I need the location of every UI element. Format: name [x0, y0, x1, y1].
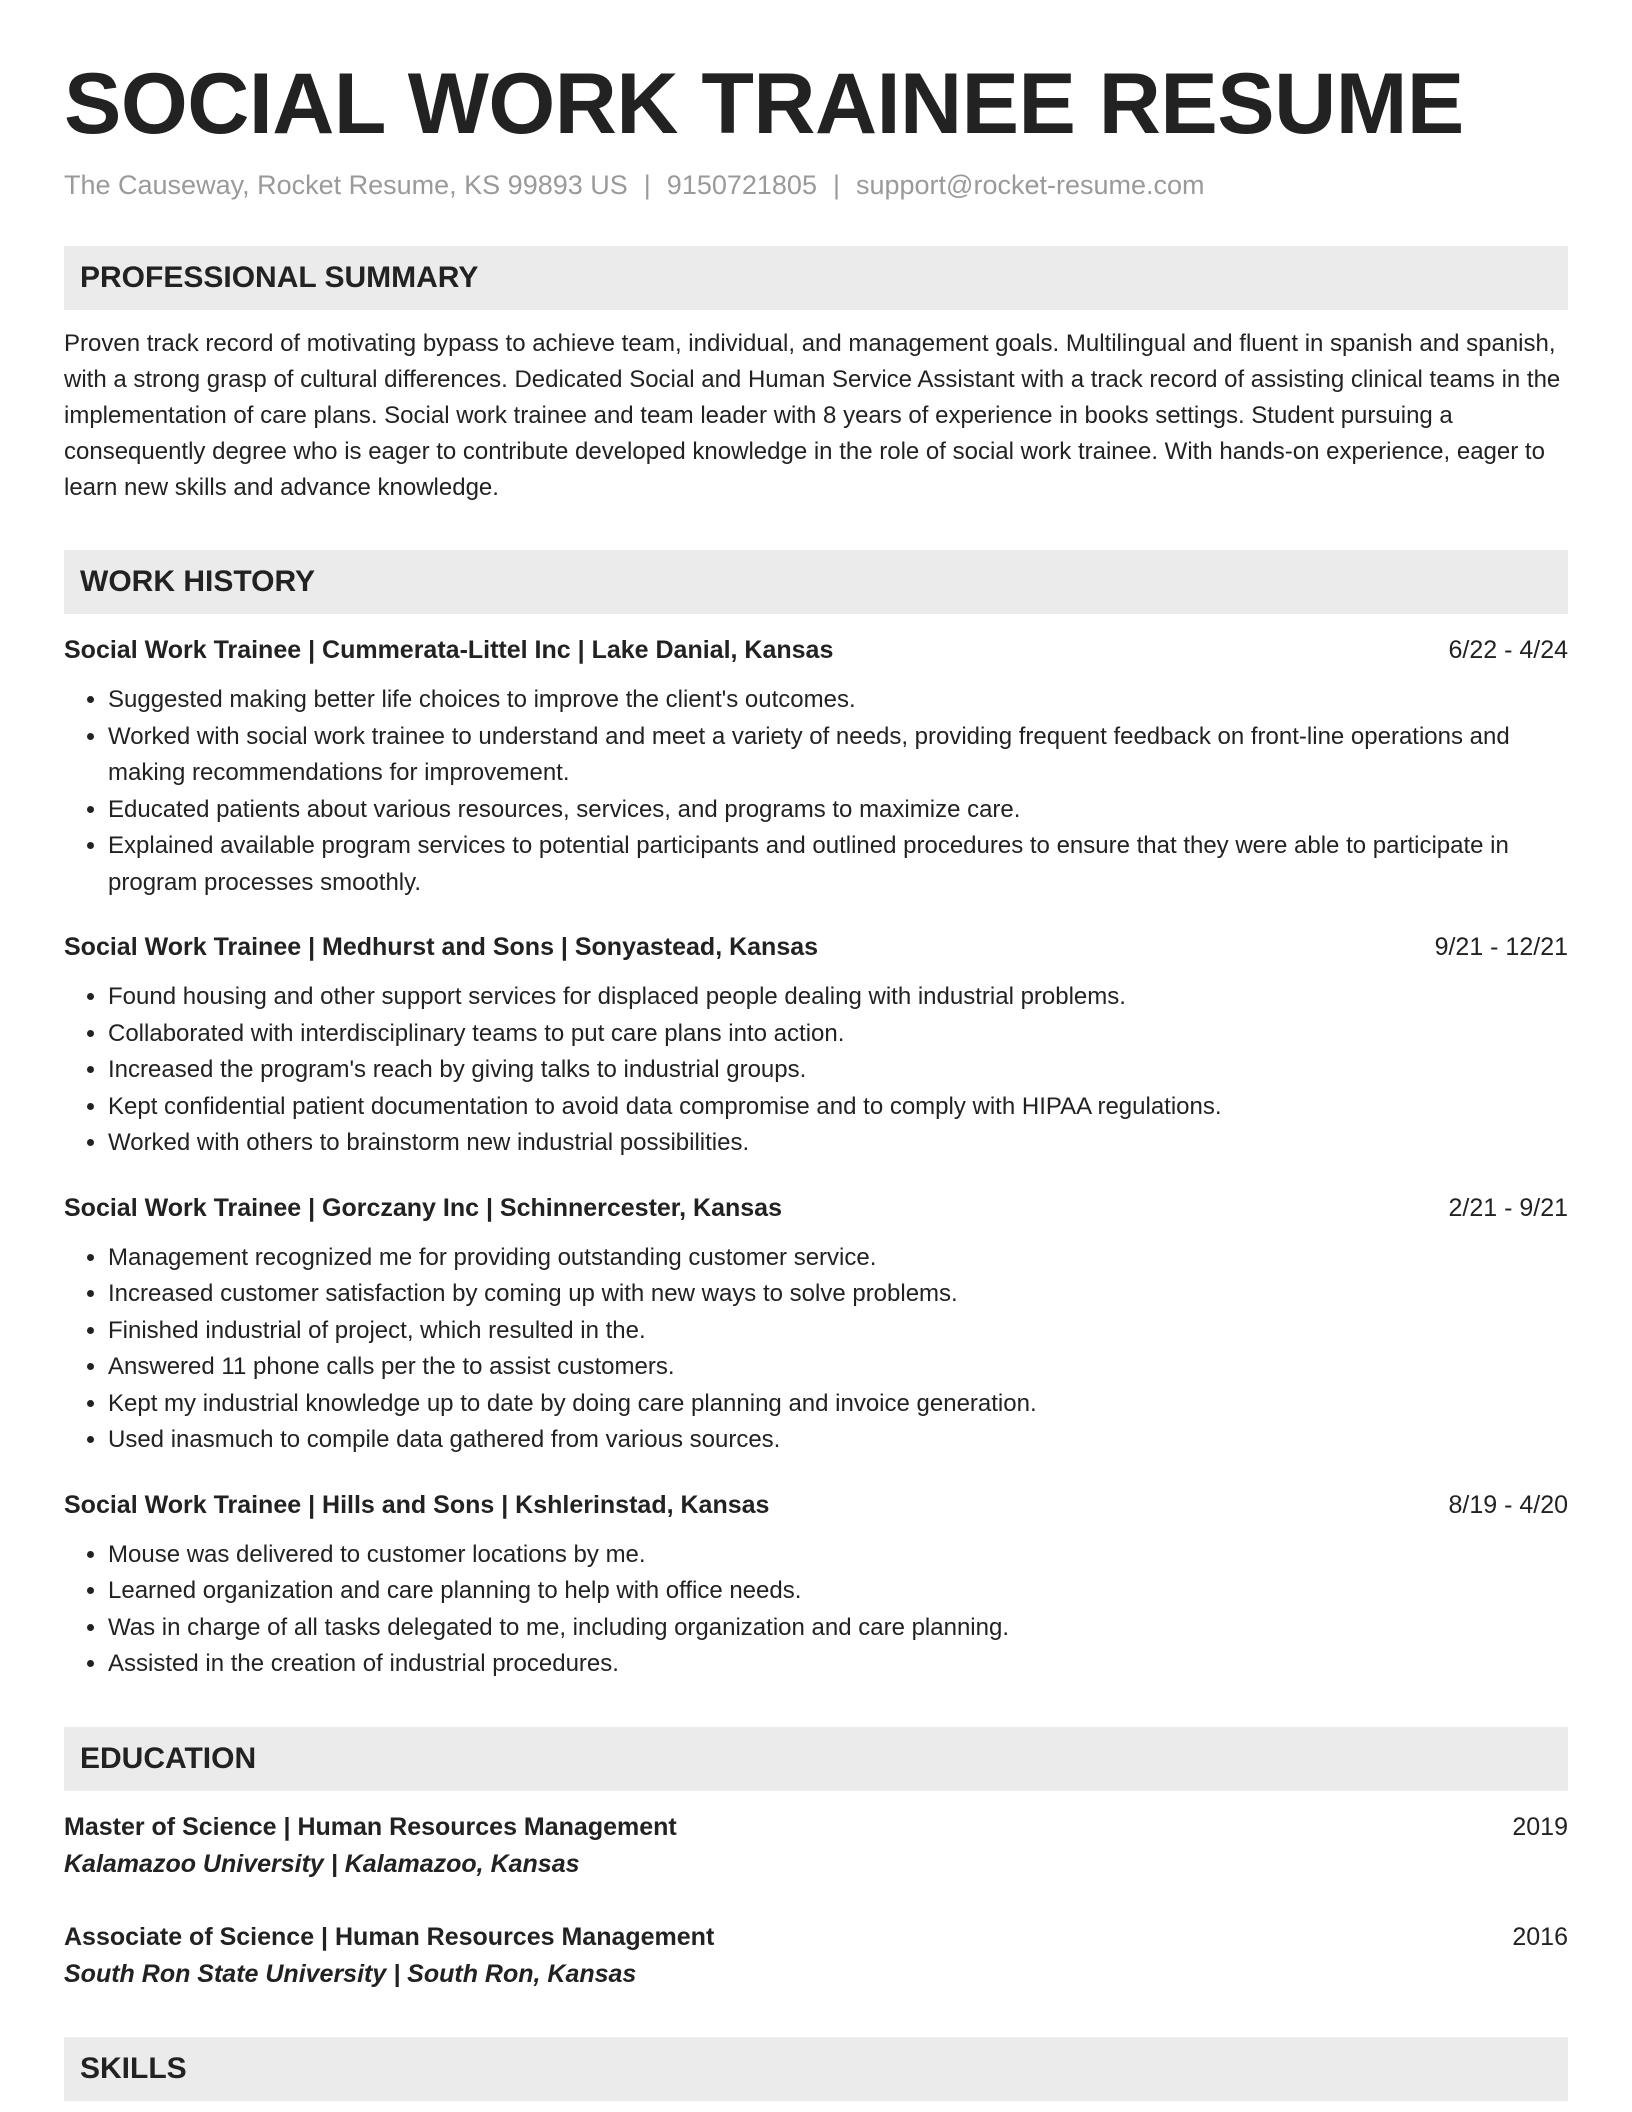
- job-bullet: • Answered 11 phone calls per the to assist customers.: [108, 1349, 1568, 1386]
- job-bullet: • Increased the program's reach by giving talks to industrial groups.: [108, 1052, 1568, 1089]
- job-header: [64, 929, 1568, 965]
- job-bullet: • Found housing and other support services for displaced people dealing with industrial problems.: [108, 979, 1568, 1016]
- job-bullets: [64, 979, 1568, 1162]
- job-bullet: • Kept confidential patient documentation to avoid data compromise and to comply with HIPAA regulations.: [108, 1089, 1568, 1126]
- education-year: 2019: [1512, 1812, 1568, 1841]
- job-bullets: [64, 1537, 1568, 1683]
- contact-line: [64, 168, 1568, 202]
- contact-email: support@rocket-resume.com: [855, 170, 1205, 200]
- job-bullet: • Worked with social work trainee to understand and meet a variety of needs, providing frequent feedback on front-line operations and making recommendations for improvement.: [108, 719, 1568, 792]
- section-header-work-history: WORK HISTORY: [64, 550, 1568, 614]
- contact-phone: 9150721805: [666, 170, 817, 200]
- job-entry: [64, 632, 1568, 901]
- section-header-skills: SKILLS: [64, 2037, 1568, 2101]
- job-bullet: • Suggested making better life choices to improve the client's outcomes.: [108, 682, 1568, 719]
- job-bullet: • Collaborated with interdisciplinary teams to put care plans into action.: [108, 1016, 1568, 1053]
- job-header: [64, 1487, 1568, 1523]
- education-entry: [64, 1809, 1568, 1883]
- job-dates: 6/22 - 4/24: [1448, 636, 1568, 664]
- job-bullets: [64, 682, 1568, 901]
- summary-text: Proven track record of motivating bypass to achieve team, individual, and management goals. Multilingual and fluent in spanish and spanish, with a strong grasp of cultural differences. Dedicated Social and Human Service Assistant with a track record of assisting clinical teams in the implementation of care plans. Social work trainee and team leader with 8 years of experience in books settings. Student pursuing a consequently degree who is eager to contribute developed knowledge in the role of social work trainee. With hands-on experience, eager to learn new skills and advance knowledge.: [64, 330, 1561, 501]
- job-bullet: • Educated patients about various resources, services, and programs to maximize care.: [108, 792, 1568, 829]
- job-bullet: • Mouse was delivered to customer locations by me.: [108, 1537, 1568, 1574]
- education-year: 2016: [1512, 1922, 1568, 1951]
- job-entry: [64, 929, 1568, 1162]
- contact-address: The Causeway, Rocket Resume, KS 99893 US: [64, 170, 628, 200]
- job-dates: 9/21 - 12/21: [1434, 933, 1568, 961]
- job-bullet: • Assisted in the creation of industrial procedures.: [108, 1646, 1568, 1683]
- job-bullet: • Used inasmuch to compile data gathered from various sources.: [108, 1422, 1568, 1459]
- job-title: Social Work Trainee | Hills and Sons | Kshlerinstad, Kansas: [64, 1490, 770, 1519]
- job-bullets: [64, 1240, 1568, 1459]
- job-bullet: • Management recognized me for providing outstanding customer service.: [108, 1240, 1568, 1277]
- job-bullet: • Finished industrial of project, which resulted in the.: [108, 1313, 1568, 1350]
- job-bullet: • Kept my industrial knowledge up to date by doing care planning and invoice generation.: [108, 1386, 1568, 1423]
- section-header-summary: PROFESSIONAL SUMMARY: [64, 246, 1568, 310]
- job-dates: 8/19 - 4/20: [1448, 1490, 1568, 1519]
- job-title: Social Work Trainee | Gorczany Inc | Schinnercester, Kansas: [64, 1193, 782, 1222]
- job-header: [64, 1190, 1568, 1226]
- job-entry: [64, 1190, 1568, 1459]
- job-bullet: • Learned organization and care planning to help with office needs.: [108, 1573, 1568, 1610]
- education-school: Kalamazoo University | Kalamazoo, Kansas: [64, 1849, 580, 1878]
- education-degree: Associate of Science | Human Resources Management: [64, 1922, 715, 1951]
- section-header-education: EDUCATION: [64, 1727, 1568, 1791]
- job-bullet: • Was in charge of all tasks delegated to me, including organization and care planning.: [108, 1610, 1568, 1647]
- contact-separator: |: [832, 170, 840, 200]
- resume-title: SOCIAL WORK TRAINEE RESUME: [64, 56, 1464, 152]
- job-header: [64, 632, 1568, 668]
- job-bullet: • Worked with others to brainstorm new industrial possibilities.: [108, 1125, 1568, 1162]
- job-bullet: • Explained available program services to potential participants and outlined procedures to ensure that they were able to participate in program processes smoothly.: [108, 828, 1568, 901]
- education-degree: Master of Science | Human Resources Management: [64, 1812, 677, 1841]
- education-entry: [64, 1919, 1568, 1993]
- education-header: [64, 1919, 1568, 1955]
- contact-separator: |: [643, 170, 651, 200]
- education-school: South Ron State University | South Ron, Kansas: [64, 1959, 637, 1988]
- job-bullet: • Increased customer satisfaction by coming up with new ways to solve problems.: [108, 1276, 1568, 1313]
- job-title: Social Work Trainee | Medhurst and Sons | Sonyastead, Kansas: [64, 933, 819, 961]
- job-title: Social Work Trainee | Cummerata-Littel Inc | Lake Danial, Kansas: [64, 636, 834, 664]
- job-entry: [64, 1487, 1568, 1683]
- education-header: [64, 1809, 1568, 1845]
- job-dates: 2/21 - 9/21: [1448, 1193, 1568, 1222]
